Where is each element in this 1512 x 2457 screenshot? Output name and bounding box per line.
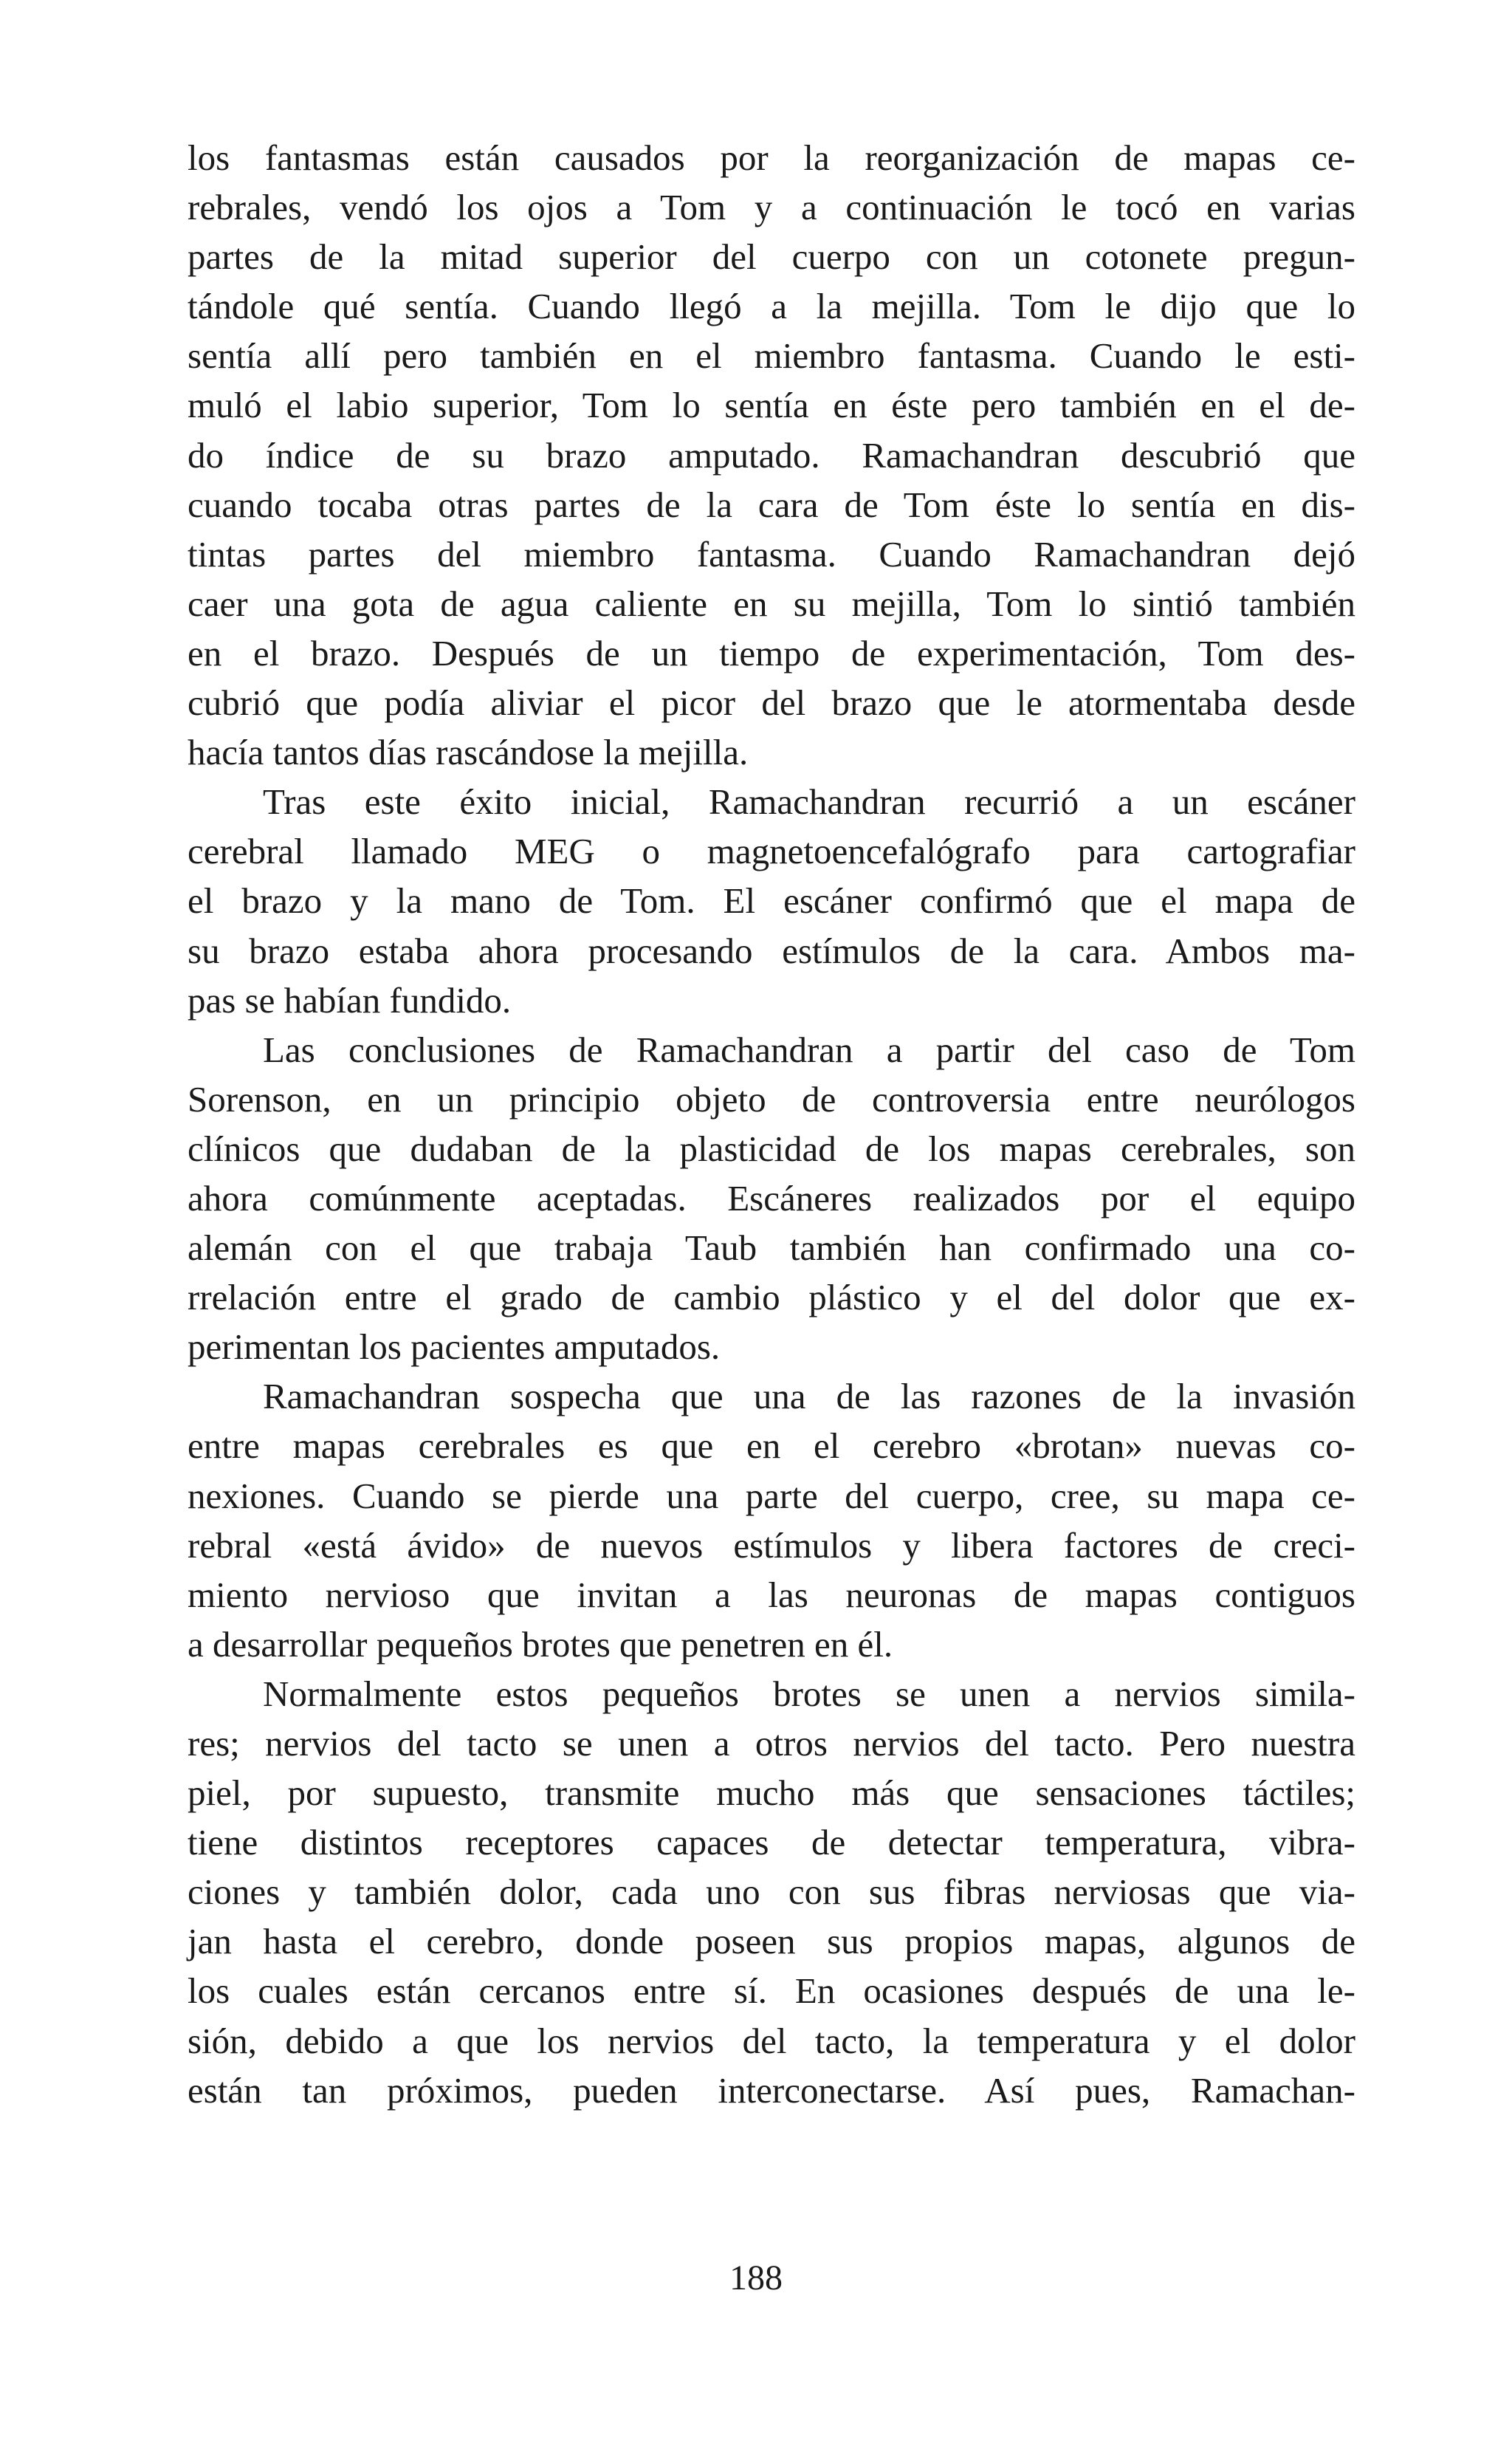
text-line: res; nervios del tacto se unen a otros nervios del tacto. Pero nuestra (188, 1723, 1355, 1764)
text-line: caer una gota de agua caliente en su mejilla, Tom lo sintió también (188, 583, 1355, 624)
text-line: nexiones. Cuando se pierde una parte del cuerpo, cree, su mapa ce- (188, 1475, 1355, 1516)
text-line: do índice de su brazo amputado. Ramachandran descubrió que (188, 434, 1355, 476)
text-line: sión, debido a que los nervios del tacto, la temperatura y el dolor (188, 2020, 1355, 2061)
paragraph-start-line: Normalmente estos pequeños brotes se unen a nervios simila- (263, 1673, 1355, 1714)
body-text (188, 133, 1355, 2115)
text-line: cubrió que podía aliviar el picor del brazo que le atormentaba desde (188, 682, 1355, 724)
text-line: clínicos que dudaban de la plasticidad de los mapas cerebrales, son (188, 1128, 1355, 1169)
text-line: rebral «está ávido» de nuevos estímulos y libera factores de creci- (188, 1524, 1355, 1566)
text-line: rebrales, vendó los ojos a Tom y a continuación le tocó en varias (188, 187, 1355, 228)
text-line: jan hasta el cerebro, donde poseen sus propios mapas, algunos de (188, 1921, 1355, 1962)
paragraph-end-line: perimentan los pacientes amputados. (188, 1326, 721, 1368)
text-line: sentía allí pero también en el miembro fantasma. Cuando le esti- (188, 335, 1355, 377)
text-line: tiene distintos receptores capaces de detectar temperatura, vibra- (188, 1822, 1355, 1863)
text-line: el brazo y la mano de Tom. El escáner confirmó que el mapa de (188, 880, 1355, 922)
page-number: 188 (729, 2258, 783, 2297)
paragraph-end-line: pas se habían fundido. (188, 979, 512, 1021)
text-line: están tan próximos, pueden interconectarse. Así pues, Ramachan- (188, 2069, 1355, 2111)
text-line: piel, por supuesto, transmite mucho más que sensaciones táctiles; (188, 1772, 1355, 1814)
text-line: muló el labio superior, Tom lo sentía en éste pero también en el de- (188, 385, 1355, 426)
text-line: entre mapas cerebrales es que en el cerebro «brotan» nuevas co- (188, 1425, 1355, 1467)
text-line: su brazo estaba ahora procesando estímulos de la cara. Ambos ma- (188, 930, 1355, 971)
text-line: ahora comúnmente aceptadas. Escáneres realizados por el equipo (188, 1177, 1355, 1219)
text-line: miento nervioso que invitan a las neuronas de mapas contiguos (188, 1574, 1355, 1615)
text-line: tándole qué sentía. Cuando llegó a la mejilla. Tom le dijo que lo (188, 286, 1355, 327)
text-line: los cuales están cercanos entre sí. En ocasiones después de una le- (188, 1970, 1355, 2012)
text-line: en el brazo. Después de un tiempo de experimentación, Tom des- (188, 632, 1355, 674)
text-line: Sorenson, en un principio objeto de controversia entre neurólogos (188, 1078, 1355, 1120)
text-line: tintas partes del miembro fantasma. Cuando Ramachandran dejó (188, 533, 1355, 575)
paragraph-start-line: Tras este éxito inicial, Ramachandran recurrió a un escáner (263, 781, 1355, 823)
text-line: rrelación entre el grado de cambio plástico y el del dolor que ex- (188, 1277, 1355, 1318)
text-line: cerebral llamado MEG o magnetoencefalógrafo para cartografiar (188, 831, 1355, 872)
text-line: cuando tocaba otras partes de la cara de Tom éste lo sentía en dis- (188, 484, 1355, 525)
text-line: partes de la mitad superior del cuerpo con un cotonete pregun- (188, 236, 1355, 278)
text-line: los fantasmas están causados por la reorganización de mapas ce- (188, 137, 1355, 178)
paragraph-end-line: a desarrollar pequeños brotes que penetren en él. (188, 1623, 893, 1665)
text-line: ciones y también dolor, cada uno con sus fibras nerviosas que via- (188, 1871, 1355, 1913)
text-line: alemán con el que trabaja Taub también han confirmado una co- (188, 1227, 1355, 1269)
paragraph-end-line: hacía tantos días rascándose la mejilla. (188, 732, 749, 773)
paragraph-start-line: Ramachandran sospecha que una de las razones de la invasión (263, 1376, 1355, 1417)
paragraph-start-line: Las conclusiones de Ramachandran a partir del caso de Tom (263, 1029, 1355, 1070)
